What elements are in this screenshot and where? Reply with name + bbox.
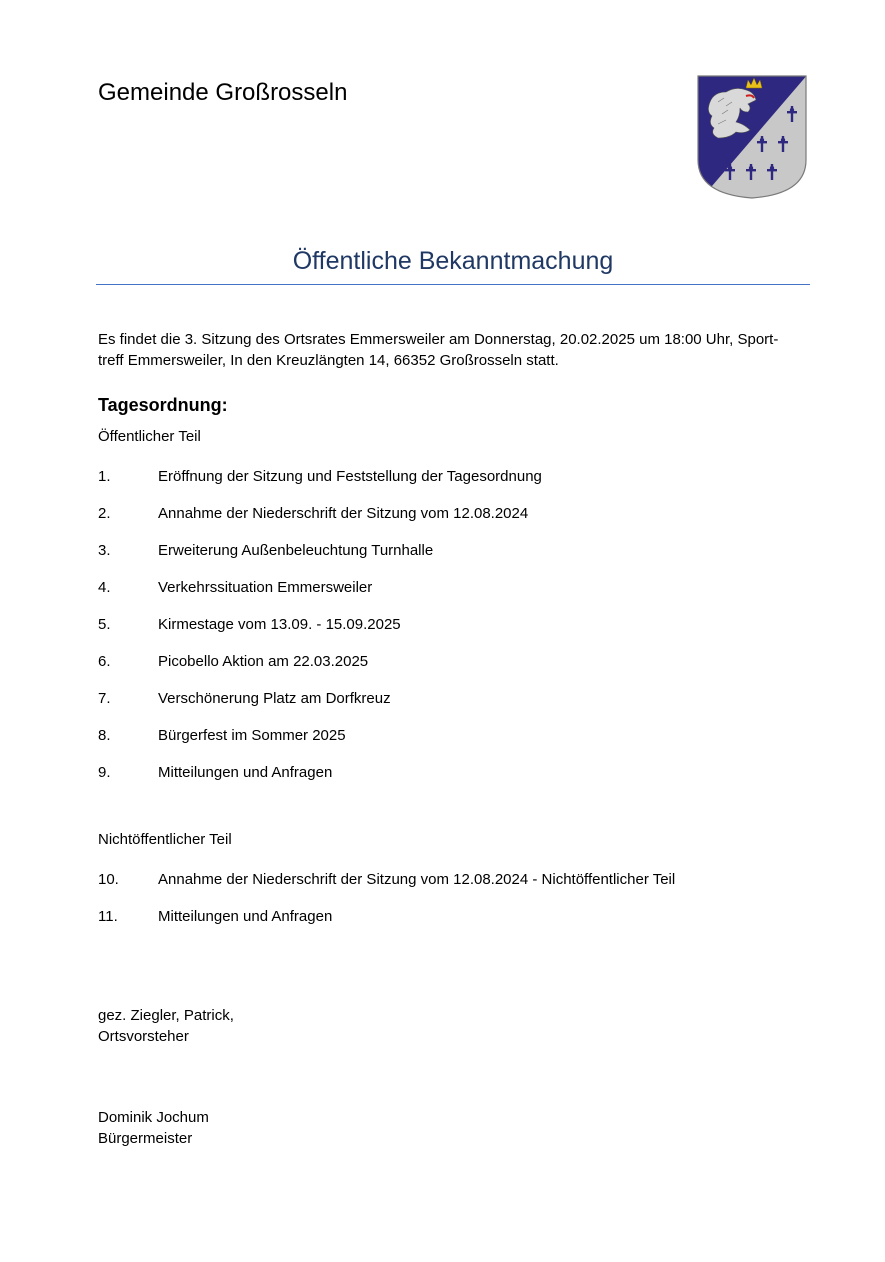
nonpublic-section-label: Nichtöffentlicher Teil	[98, 831, 232, 848]
agenda-item-text: Eröffnung der Sitzung und Feststellung der Tagesordnung	[158, 468, 542, 485]
agenda-item-text: Annahme der Niederschrift der Sitzung vom 12.08.2024	[158, 505, 529, 522]
signature-buergermeister	[98, 1107, 209, 1149]
agenda-item-text: Annahme der Niederschrift der Sitzung vom 12.08.2024 - Nichtöffentlicher Teil	[158, 871, 676, 888]
agenda-item-number: 4.	[98, 579, 111, 596]
public-section-label: Öffentlicher Teil	[98, 428, 201, 445]
agenda-item-number: 10.	[98, 871, 119, 888]
coat-of-arms-icon	[696, 72, 808, 200]
agenda-item	[98, 763, 818, 800]
agenda-item	[98, 689, 818, 726]
agenda-item	[98, 578, 818, 615]
agenda-item-number: 9.	[98, 764, 111, 781]
agenda-item-text: Mitteilungen und Anfragen	[158, 908, 333, 925]
agenda-heading: Tagesordnung:	[98, 395, 228, 415]
agenda-item-number: 7.	[98, 690, 111, 707]
agenda-item-number: 5.	[98, 616, 111, 633]
municipality-name: Gemeinde Großrosseln	[98, 79, 348, 106]
agenda-item	[98, 504, 818, 541]
agenda-item	[98, 870, 818, 907]
agenda-item-number: 11.	[98, 908, 118, 925]
agenda-item	[98, 726, 818, 763]
public-agenda-list	[98, 467, 818, 800]
intro-line: treff Emmersweiler, In den Kreuzlängten 14, 66352 Großrosseln statt.	[98, 352, 559, 369]
title-divider	[96, 284, 810, 285]
agenda-item-number: 1.	[98, 468, 111, 485]
signature-ortsvorsteher	[98, 1005, 234, 1047]
agenda-item	[98, 615, 818, 652]
agenda-item	[98, 467, 818, 504]
agenda-item-number: 3.	[98, 542, 111, 559]
agenda-item	[98, 652, 818, 689]
intro-paragraph	[98, 329, 798, 371]
agenda-item-text: Kirmestage vom 13.09. - 15.09.2025	[158, 616, 401, 633]
agenda-item-text: Picobello Aktion am 22.03.2025	[158, 653, 369, 670]
agenda-item-text: Verkehrssituation Emmersweiler	[158, 579, 373, 596]
signer-name: gez. Ziegler, Patrick,	[98, 1007, 234, 1024]
signer-name: Dominik Jochum	[98, 1109, 209, 1126]
agenda-item-number: 6.	[98, 653, 111, 670]
agenda-item-text: Verschönerung Platz am Dorfkreuz	[158, 690, 391, 707]
intro-line: Es findet die 3. Sitzung des Ortsrates Emmersweiler am Donnerstag, 20.02.2025 um 18:00 Uhr, Sport-	[98, 331, 779, 348]
agenda-item-text: Mitteilungen und Anfragen	[158, 764, 333, 781]
agenda-item	[98, 541, 818, 578]
agenda-item-number: 2.	[98, 505, 111, 522]
signer-role: Ortsvorsteher	[98, 1028, 189, 1045]
agenda-item-text: Erweiterung Außenbeleuchtung Turnhalle	[158, 542, 434, 559]
nonpublic-agenda-list	[98, 870, 818, 944]
page-title: Öffentliche Bekanntmachung	[292, 247, 614, 275]
agenda-item	[98, 907, 818, 944]
agenda-item-text: Bürgerfest im Sommer 2025	[158, 727, 346, 744]
signer-role: Bürgermeister	[98, 1130, 193, 1147]
agenda-item-number: 8.	[98, 727, 111, 744]
